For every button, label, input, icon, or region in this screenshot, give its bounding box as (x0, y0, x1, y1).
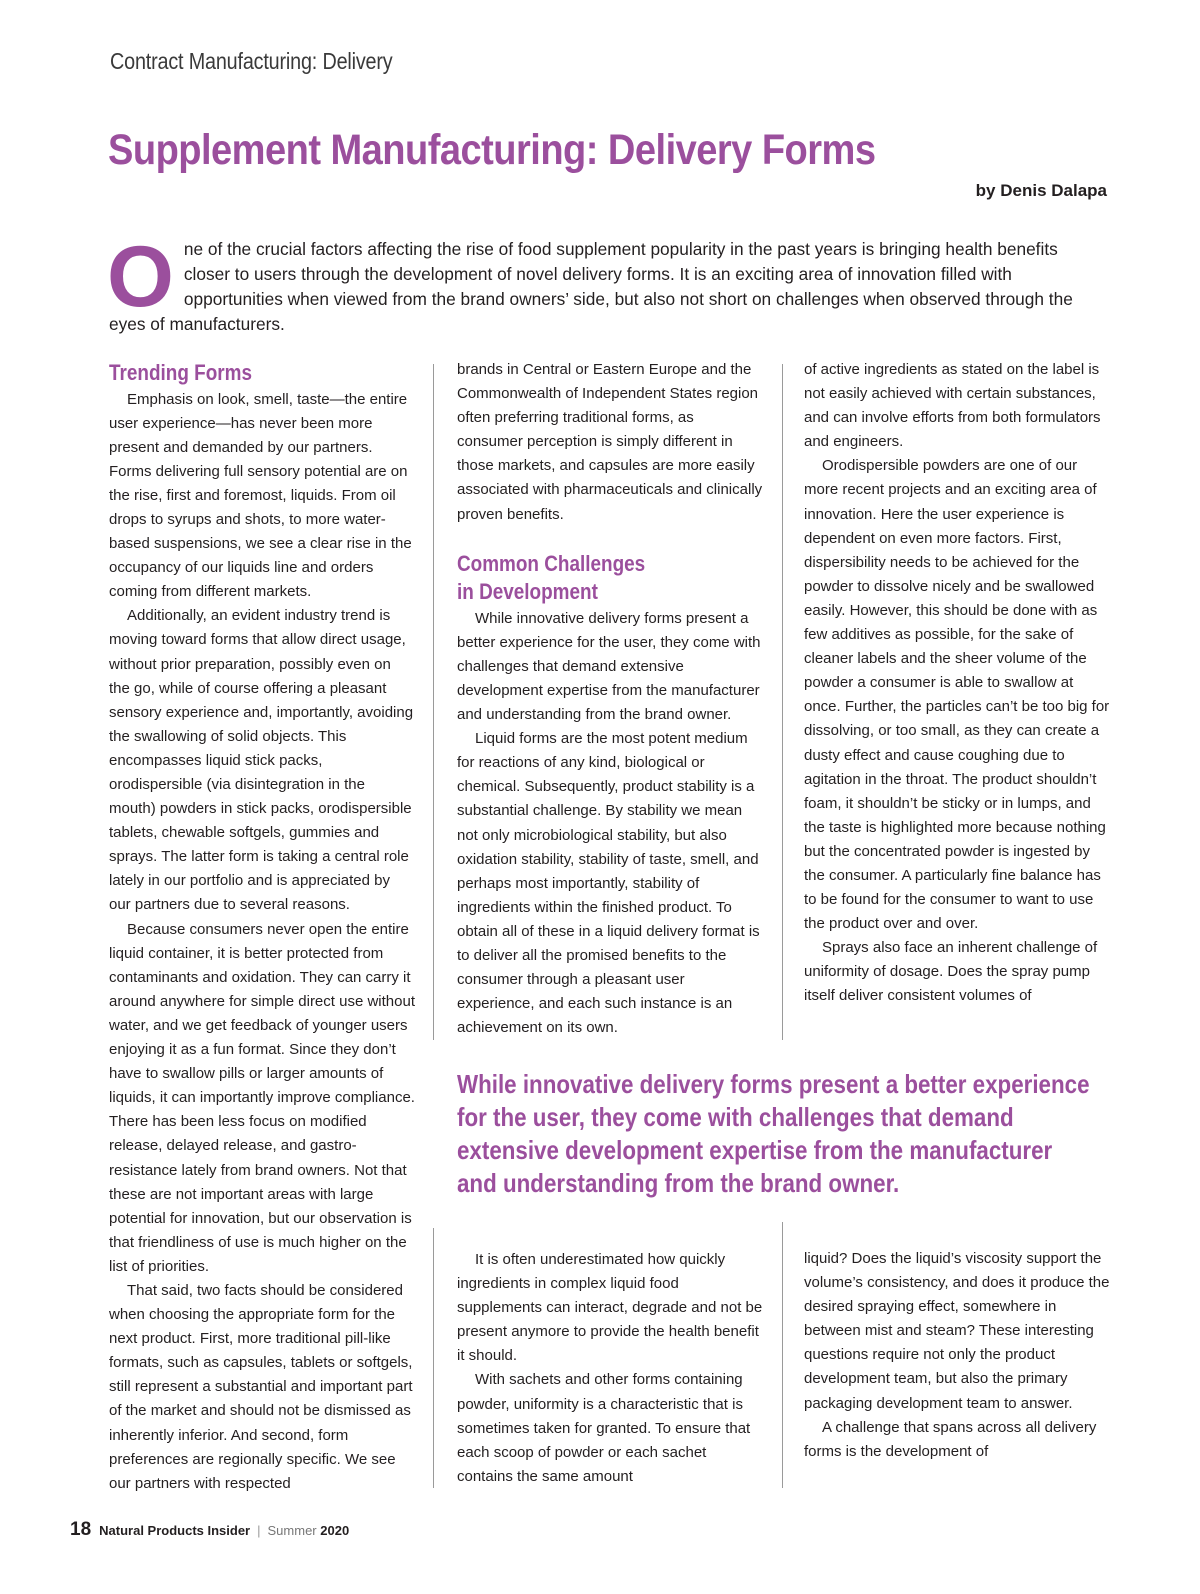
pull-quote-line-1: While innovative delivery forms present a better experience (457, 1069, 1090, 1099)
col1-paragraph-2: Additionally, an evident industry trend is moving toward forms that allow direct usage, without prior preparation, possibly even on the go, while of course offering a pleasant sensory experience and, importantly, avoiding the swallowing of solid objects. This encompasses liquid stick packs, orodispersible (via disintegration in the mouth) powders in stick packs, orodispersible tablets, chewable softgels, gummies and sprays. The latter form is taking a central role lately in our portfolio and is appreciated by our partners due to several reasons. (109, 607, 414, 914)
magazine-name: Natural Products Insider (99, 1523, 251, 1538)
col3-paragraph-1: Orodispersible powders are one of our more recent projects and an exciting area of innovation. Here the user experience is dependent on even more factors. First, dispersibility needs to be achieved for the powder to dissolve nicely and be swallowed easily. However, this should be done with as few additives as possible, for the sake of cleaner labels and the sheer volume of the powder a consumer is able to swallow at once. Further, the particles can’t be too big for dissolving, or too small, as they can create a dusty effect and cause coughing due to agitation in the throat. The product shouldn’t foam, it shouldn’t be sticky or in lumps, and the taste is highlighted more because nothing but the concentrated powder is ingested by the consumer. A particularly fine balance has to be found for the consumer to want to use the product over and over. (804, 457, 1110, 933)
column-1 (109, 359, 415, 1496)
pull-quote-line-2: for the user, they come with challenges that demand (457, 1102, 1014, 1132)
col2-paragraph-1: While innovative delivery forms present a better experience for the user, they come with challenges that demand extensive development expertise from the manufacturer and understanding from the brand owner. (457, 609, 761, 724)
pull-quote-line-3: extensive development expertise from the manufacturer (457, 1135, 1053, 1165)
page-footer (70, 1519, 349, 1541)
pull-quote (457, 1068, 1090, 1200)
column-rule-2-top (782, 364, 783, 1040)
intro-text: ne of the crucial factors affecting the rise of food supplement popularity in the past years is bringing health benefits closer to users through the development of novel delivery forms. It is an exciting area of innovation filled with opportunities when viewed from the brand owners’ side, but also not short on challenges when observed through the eyes of manufacturers. (109, 239, 1073, 334)
footer-separator: | (257, 1523, 261, 1538)
column-rule-2-bottom (782, 1222, 783, 1488)
col2-paragraph-2: Liquid forms are the most potent medium for reactions of any kind, biological or chemical. Subsequently, product stability is a substantial challenge. By stability we mean not only microbiological stability, but also oxidation stability, stability of taste, smell, and perhaps most importantly, stability of ingredients within the finished product. To obtain all of these in a liquid delivery format is to deliver all the promised benefits to the consumer through a pleasant user experience, and each such instance is an achievement on its own. (457, 730, 760, 1037)
column-2-top (457, 358, 763, 1040)
col2-paragraph-0: brands in Central or Eastern Europe and the Commonwealth of Independent States region often preferring traditional forms, as consumer perception is simply different in those markets, and capsules are more easily associated with pharmaceuticals and clinically proven benefits. (457, 361, 763, 523)
column-3-top (804, 358, 1110, 1009)
col3b-paragraph-0: liquid? Does the liquid’s viscosity support the volume’s consistency, and does it produce the desired spraying effect, somewhere in between mist and steam? These interesting questions require not only the product development team, but also the primary packaging development team to answer. (804, 1250, 1110, 1412)
col3-paragraph-2: Sprays also face an inherent challenge of uniformity of dosage. Does the spray pump itself deliver consistent volumes of (804, 939, 1098, 1005)
section-tag: Contract Manufacturing: Delivery (110, 48, 393, 74)
issue-year: 2020 (320, 1523, 350, 1538)
col1-paragraph-1: Emphasis on look, smell, taste—the entire user experience—has never been more present and demanded by our partners. Forms delivering full sensory potential are on the rise, first and foremost, liquids. From oil drops to syrups and shots, to more water-based suspensions, we see a clear rise in the occupancy of our liquids line and orders coming from different markets. (109, 390, 412, 601)
col1-paragraph-4: That said, two facts should be considered when choosing the appropriate form for the next product. First, more traditional pill-like formats, such as capsules, tablets or softgels, still represent a substantial and important part of the market and should not be dismissed as inherently inferior. And second, form preferences are regionally specific. We see our partners with respected (109, 1281, 413, 1492)
col2b-paragraph-1: It is often underestimated how quickly ingredients in complex liquid food supplements can interact, degrade and not be present anymore to provide the health benefit it should. (457, 1251, 763, 1365)
col2b-paragraph-2: With sachets and other forms containing powder, uniformity is a characteristic that is sometimes taken for granted. To ensure that each scoop of powder or each sachet contains the same amount (457, 1371, 751, 1485)
col1-paragraph-3: Because consumers never open the entire liquid container, it is better protected from contaminants and oxidation. They can carry it around anywhere for simple direct use without water, and we get feedback of younger users enjoying it as a fun format. Since they don’t have to swallow pills or larger amounts of liquids, it can importantly improve compliance. There has been less focus on modified release, delayed release, and gastro-resistance lately from brand owners. Not that these are not important areas with large potential for innovation, but our observation is that friendliness of use is much higher on the list of priorities. (109, 920, 415, 1275)
heading-common-challenges-line1: Common Challenges (457, 550, 646, 576)
column-rule-1-top (433, 364, 434, 1040)
page-number: 18 (70, 1519, 92, 1540)
column-rule-1-bottom (433, 1228, 434, 1488)
pull-quote-line-4: and understanding from the brand owner. (457, 1168, 900, 1198)
column-2-bottom (457, 1248, 763, 1489)
heading-common-challenges-line2: in Development (457, 579, 598, 605)
col3-paragraph-0: of active ingredients as stated on the label is not easily achieved with certain substances, and can involve efforts from both formulators and engineers. (804, 361, 1101, 451)
byline: by Denis Dalapa (975, 181, 1107, 200)
heading-trending-forms: Trending Forms (109, 360, 252, 385)
drop-cap: O (107, 229, 174, 325)
intro-paragraph (107, 229, 1099, 337)
heading-common-challenges (457, 550, 720, 607)
column-3-bottom (804, 1247, 1110, 1464)
issue-season: Summer (267, 1523, 317, 1538)
article-title: Supplement Manufacturing: Delivery Forms (108, 126, 876, 174)
col3b-paragraph-1: A challenge that spans across all delivery forms is the development of (804, 1418, 1097, 1460)
